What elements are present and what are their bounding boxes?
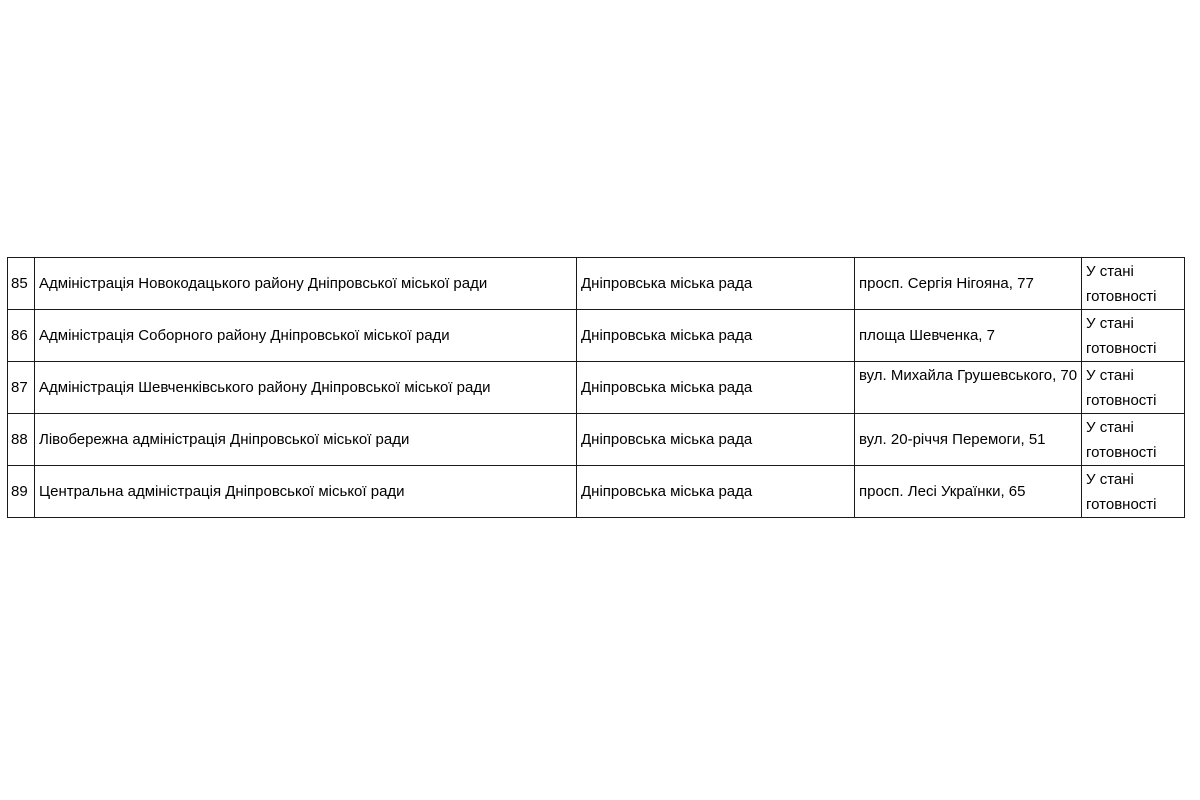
- row-number-cell: 88: [8, 414, 35, 466]
- table-row: [8, 414, 1185, 466]
- shelters-table: [7, 257, 1185, 518]
- status-cell: У стані готовності: [1082, 310, 1185, 362]
- address-cell: вул. Михайла Грушевського, 70: [855, 362, 1082, 414]
- institution-name-cell: Центральна адміністрація Дніпровської міської ради: [35, 466, 577, 518]
- owner-cell: Дніпровська міська рада: [577, 258, 855, 310]
- address-cell: просп. Лесі Українки, 65: [855, 466, 1082, 518]
- owner-cell: Дніпровська міська рада: [577, 362, 855, 414]
- owner-cell: Дніпровська міська рада: [577, 310, 855, 362]
- address-cell: вул. 20-річчя Перемоги, 51: [855, 414, 1082, 466]
- row-number-cell: 85: [8, 258, 35, 310]
- status-cell: У стані готовності: [1082, 466, 1185, 518]
- owner-cell: Дніпровська міська рада: [577, 414, 855, 466]
- status-cell: У стані готовності: [1082, 258, 1185, 310]
- table-row: [8, 362, 1185, 414]
- address-cell: просп. Сергія Нігояна, 77: [855, 258, 1082, 310]
- institution-name-cell: Адміністрація Соборного району Дніпровської міської ради: [35, 310, 577, 362]
- row-number-cell: 86: [8, 310, 35, 362]
- status-cell: У стані готовності: [1082, 362, 1185, 414]
- address-cell: площа Шевченка, 7: [855, 310, 1082, 362]
- owner-cell: Дніпровська міська рада: [577, 466, 855, 518]
- table-row: [8, 466, 1185, 518]
- institution-name-cell: Адміністрація Новокодацького району Дніпровської міської ради: [35, 258, 577, 310]
- row-number-cell: 89: [8, 466, 35, 518]
- institution-name-cell: Лівобережна адміністрація Дніпровської міської ради: [35, 414, 577, 466]
- row-number-cell: 87: [8, 362, 35, 414]
- table-row: [8, 310, 1185, 362]
- institution-name-cell: Адміністрація Шевченківського району Дніпровської міської ради: [35, 362, 577, 414]
- status-cell: У стані готовності: [1082, 414, 1185, 466]
- table-row: [8, 258, 1185, 310]
